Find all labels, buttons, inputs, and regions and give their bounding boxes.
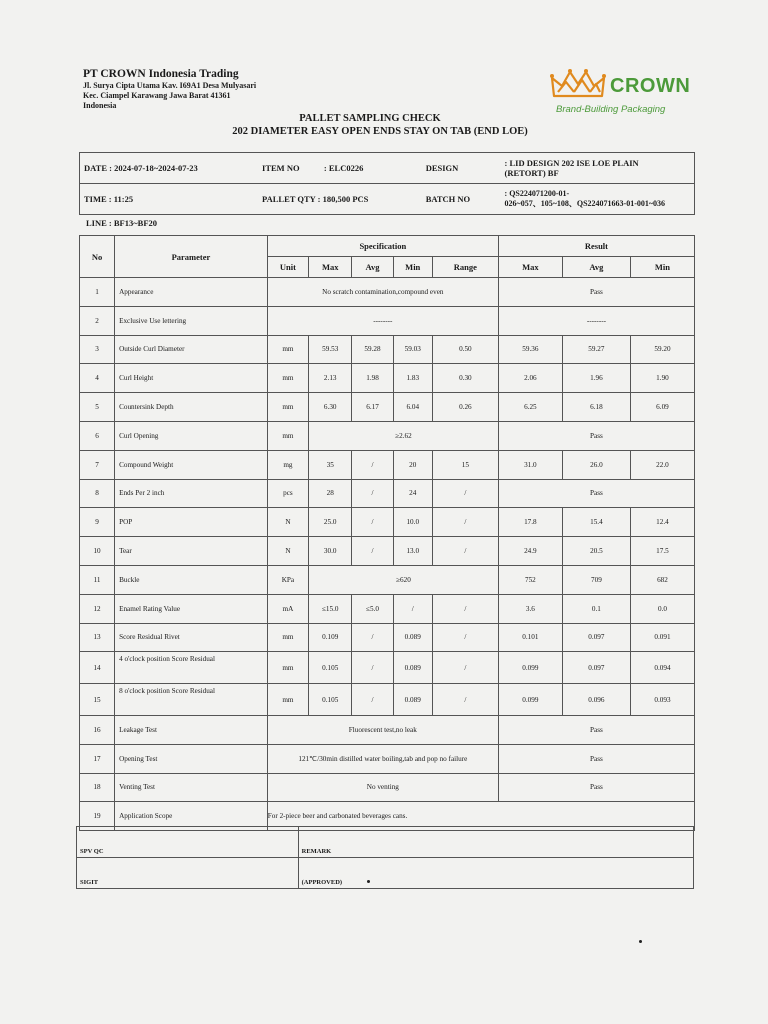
row-result-avg: 709 [562,565,630,594]
design-label: DESIGN [422,153,501,184]
table-row [80,278,695,307]
row-spec: -------- [267,306,498,335]
row-unit: mm [267,364,308,393]
company-country: Indonesia [83,101,117,110]
row-parameter: Enamel Rating Value [115,594,268,623]
row-result-avg: 26.0 [562,450,630,479]
row-parameter: Compound Weight [115,450,268,479]
table-row [80,335,695,364]
row-unit: mA [267,594,308,623]
row-range: / [432,479,498,508]
crown-logo [548,66,708,118]
document-title: PALLET SAMPLING CHECK [299,113,441,124]
company-address-1: Jl. Surya Cipta Utama Kav. I69A1 Desa Mulyasari [83,81,257,90]
header-parameter: Parameter [115,236,268,278]
header-row-1 [80,236,695,257]
row-no: 11 [80,565,115,594]
remark-label: REMARK [298,827,693,858]
table-row [80,715,695,744]
row-min: 59.03 [393,335,432,364]
row-result-avg: 59.27 [562,335,630,364]
row-avg: / [352,479,393,508]
row-result-avg: 0.1 [562,594,630,623]
row-range: / [432,508,498,537]
info-row-time [80,184,695,215]
line-label: LINE : BF13~BF20 [86,218,158,228]
row-result-avg: 20.5 [562,537,630,566]
row-max: 30.0 [309,537,352,566]
row-result: Pass [498,773,694,802]
table-row [80,565,695,594]
document-subtitle: 202 DIAMETER EASY OPEN ENDS STAY ON TAB (END LOE) [232,126,528,137]
row-unit: N [267,508,308,537]
row-result-avg: 0.096 [562,684,630,716]
row-no: 16 [80,715,115,744]
row-parameter: Opening Test [115,744,268,773]
row-min: 10.0 [393,508,432,537]
spv-qc-label: SPV QC [77,827,299,858]
header-specification: Specification [267,236,498,257]
logo-tagline: Brand-Building Packaging [556,104,666,115]
row-result-max: 752 [498,565,562,594]
table-row [80,537,695,566]
row-result-max: 3.6 [498,594,562,623]
table-row [80,421,695,450]
signoff-row-1 [77,827,694,858]
row-avg: ≤5.0 [352,594,393,623]
row-result-max: 59.36 [498,335,562,364]
row-avg: 1.98 [352,364,393,393]
row-result-max: 6.25 [498,393,562,422]
signoff-table [76,826,694,889]
table-row [80,306,695,335]
row-result: -------- [498,306,694,335]
row-range: / [432,623,498,652]
row-result-max: 31.0 [498,450,562,479]
signoff-row-2 [77,858,694,889]
item-no-label: ITEM NO [258,153,320,184]
table-row [80,623,695,652]
design-value-line-1: : LID DESIGN 202 ISE LOE PLAIN [504,158,639,168]
row-max: ≤15.0 [309,594,352,623]
row-spec: No venting [267,773,498,802]
row-max: 35 [309,450,352,479]
row-parameter: Countersink Depth [115,393,268,422]
row-unit: N [267,537,308,566]
row-no: 4 [80,364,115,393]
row-result-min: 59.20 [630,335,694,364]
row-avg: / [352,623,393,652]
row-avg: 6.17 [352,393,393,422]
table-row [80,652,695,684]
table-row [80,364,695,393]
row-result-min: 1.90 [630,364,694,393]
row-spec: ≥620 [309,565,499,594]
row-min: 1.83 [393,364,432,393]
header-result: Result [498,236,694,257]
row-spec: No scratch contamination,compound even [267,278,498,307]
date-cell: DATE : 2024-07-18~2024-07-23 [80,153,259,184]
row-range: 0.30 [432,364,498,393]
row-result-max: 0.099 [498,652,562,684]
row-result-avg: 15.4 [562,508,630,537]
header-result-avg: Avg [562,257,630,278]
row-no: 12 [80,594,115,623]
row-min: / [393,594,432,623]
design-value [501,153,695,184]
row-no: 5 [80,393,115,422]
row-min: 0.089 [393,652,432,684]
row-result-min: 0.091 [630,623,694,652]
row-result-min: 0.094 [630,652,694,684]
table-row [80,479,695,508]
row-parameter: 4 o'clock position Score Residual [115,652,268,684]
row-parameter: Curl Opening [115,421,268,450]
table-row [80,773,695,802]
row-no: 18 [80,773,115,802]
application-scope-text: For 2-piece beer and carbonated beverages cans. [267,812,408,821]
signer-name: SIGIT [77,858,299,889]
row-max: 25.0 [309,508,352,537]
row-result-avg: 0.097 [562,623,630,652]
row-max: 2.13 [309,364,352,393]
row-unit: KPa [267,565,308,594]
row-result-max: 0.099 [498,684,562,716]
row-result-max: 24.9 [498,537,562,566]
company-name: PT CROWN Indonesia Trading [83,68,239,80]
row-no: 9 [80,508,115,537]
row-no: 19 [80,802,115,831]
row-max: 0.105 [309,652,352,684]
row-result: Pass [498,715,694,744]
header-range: Range [432,257,498,278]
row-result-min: 12.4 [630,508,694,537]
row-range: / [432,594,498,623]
table-row [80,594,695,623]
row-result: Pass [498,421,694,450]
header-avg: Avg [352,257,393,278]
company-header [83,67,256,111]
row-result-min: 22.0 [630,450,694,479]
design-value-line-2: (RETORT) BF [504,168,559,178]
row-min: 20 [393,450,432,479]
row-avg: / [352,684,393,716]
row-result-max: 2.06 [498,364,562,393]
row-no: 2 [80,306,115,335]
row-range: 0.50 [432,335,498,364]
row-max: 0.105 [309,684,352,716]
item-no-value: : ELC0226 [320,153,422,184]
batch-value [501,184,695,215]
table-row [80,450,695,479]
row-range: 15 [432,450,498,479]
info-row-date [80,153,695,184]
row-max: 6.30 [309,393,352,422]
row-spec: 121℃/30min distilled water boiling,tab and pop no failure [267,744,498,773]
row-unit: mm [267,393,308,422]
crown-icon [548,66,608,102]
row-result-avg: 0.097 [562,652,630,684]
row-range: / [432,537,498,566]
row-range: / [432,684,498,716]
row-no: 7 [80,450,115,479]
row-result-min: 6.09 [630,393,694,422]
header-max: Max [309,257,352,278]
row-parameter: Leakage Test [115,715,268,744]
row-parameter: Tear [115,537,268,566]
row-unit: mg [267,450,308,479]
row-no: 14 [80,652,115,684]
approved-label: (APPROVED) [298,858,693,889]
row-no: 6 [80,421,115,450]
info-table [79,152,695,215]
table-row [80,684,695,716]
row-result-max: 0.101 [498,623,562,652]
sampling-table [79,235,695,831]
header-min: Min [393,257,432,278]
header-no: No [80,236,115,278]
row-min: 0.089 [393,684,432,716]
row-max: 28 [309,479,352,508]
row-no: 13 [80,623,115,652]
row-spec: ≥2.62 [309,421,499,450]
row-avg: / [352,537,393,566]
row-parameter: Outside Curl Diameter [115,335,268,364]
row-parameter: Buckle [115,565,268,594]
row-result: Pass [498,479,694,508]
row-no: 17 [80,744,115,773]
row-no: 10 [80,537,115,566]
row-result-min: 17.5 [630,537,694,566]
row-result-min: 0.0 [630,594,694,623]
row-min: 13.0 [393,537,432,566]
row-parameter: Exclusive Use lettering [115,306,268,335]
row-parameter: Ends Per 2 inch [115,479,268,508]
row-result-min: 0.093 [630,684,694,716]
row-result: Pass [498,744,694,773]
row-parameter: Curl Height [115,364,268,393]
row-no: 8 [80,479,115,508]
row-no: 15 [80,684,115,716]
row-min: 0.089 [393,623,432,652]
row-result-avg: 6.18 [562,393,630,422]
table-row [80,393,695,422]
row-unit: pcs [267,479,308,508]
row-result-max: 17.8 [498,508,562,537]
row-parameter: Score Residual Rivet [115,623,268,652]
company-address-2: Kec. Ciampel Karawang Jawa Barat 41361 [83,91,231,100]
table-row [80,744,695,773]
ink-dot [367,880,370,883]
row-max: 59.53 [309,335,352,364]
row-spec: Fluorescent test,no leak [267,715,498,744]
row-unit: mm [267,623,308,652]
row-parameter: POP [115,508,268,537]
row-unit: mm [267,684,308,716]
row-parameter: 8 o'clock position Score Residual [115,684,268,716]
row-no: 1 [80,278,115,307]
ink-dot [639,940,642,943]
row-avg: / [352,652,393,684]
batch-label: BATCH NO [422,184,501,215]
row-result: Pass [498,278,694,307]
row-result-avg: 1.96 [562,364,630,393]
row-min: 24 [393,479,432,508]
row-max: 0.109 [309,623,352,652]
batch-value-line-2: 026~057、105~108、QS224071663-01-001~036 [504,199,666,208]
row-parameter: Appearance [115,278,268,307]
row-range: 0.26 [432,393,498,422]
batch-value-line-1: : QS224071200-01- [504,189,570,198]
row-no: 3 [80,335,115,364]
row-avg: / [352,450,393,479]
row-avg: / [352,508,393,537]
table-row [80,508,695,537]
pallet-qty-cell: PALLET QTY : 180,500 PCS [258,184,422,215]
row-unit: mm [267,335,308,364]
logo-word: CROWN [610,75,691,97]
row-result-min: 682 [630,565,694,594]
row-range: / [432,652,498,684]
header-unit: Unit [267,257,308,278]
row-parameter: Application Scope [115,802,268,831]
header-result-max: Max [498,257,562,278]
header-result-min: Min [630,257,694,278]
row-min: 6.04 [393,393,432,422]
row-unit: mm [267,421,308,450]
time-cell: TIME : 11:25 [80,184,259,215]
row-unit: mm [267,652,308,684]
row-avg: 59.28 [352,335,393,364]
row-parameter: Venting Test [115,773,268,802]
